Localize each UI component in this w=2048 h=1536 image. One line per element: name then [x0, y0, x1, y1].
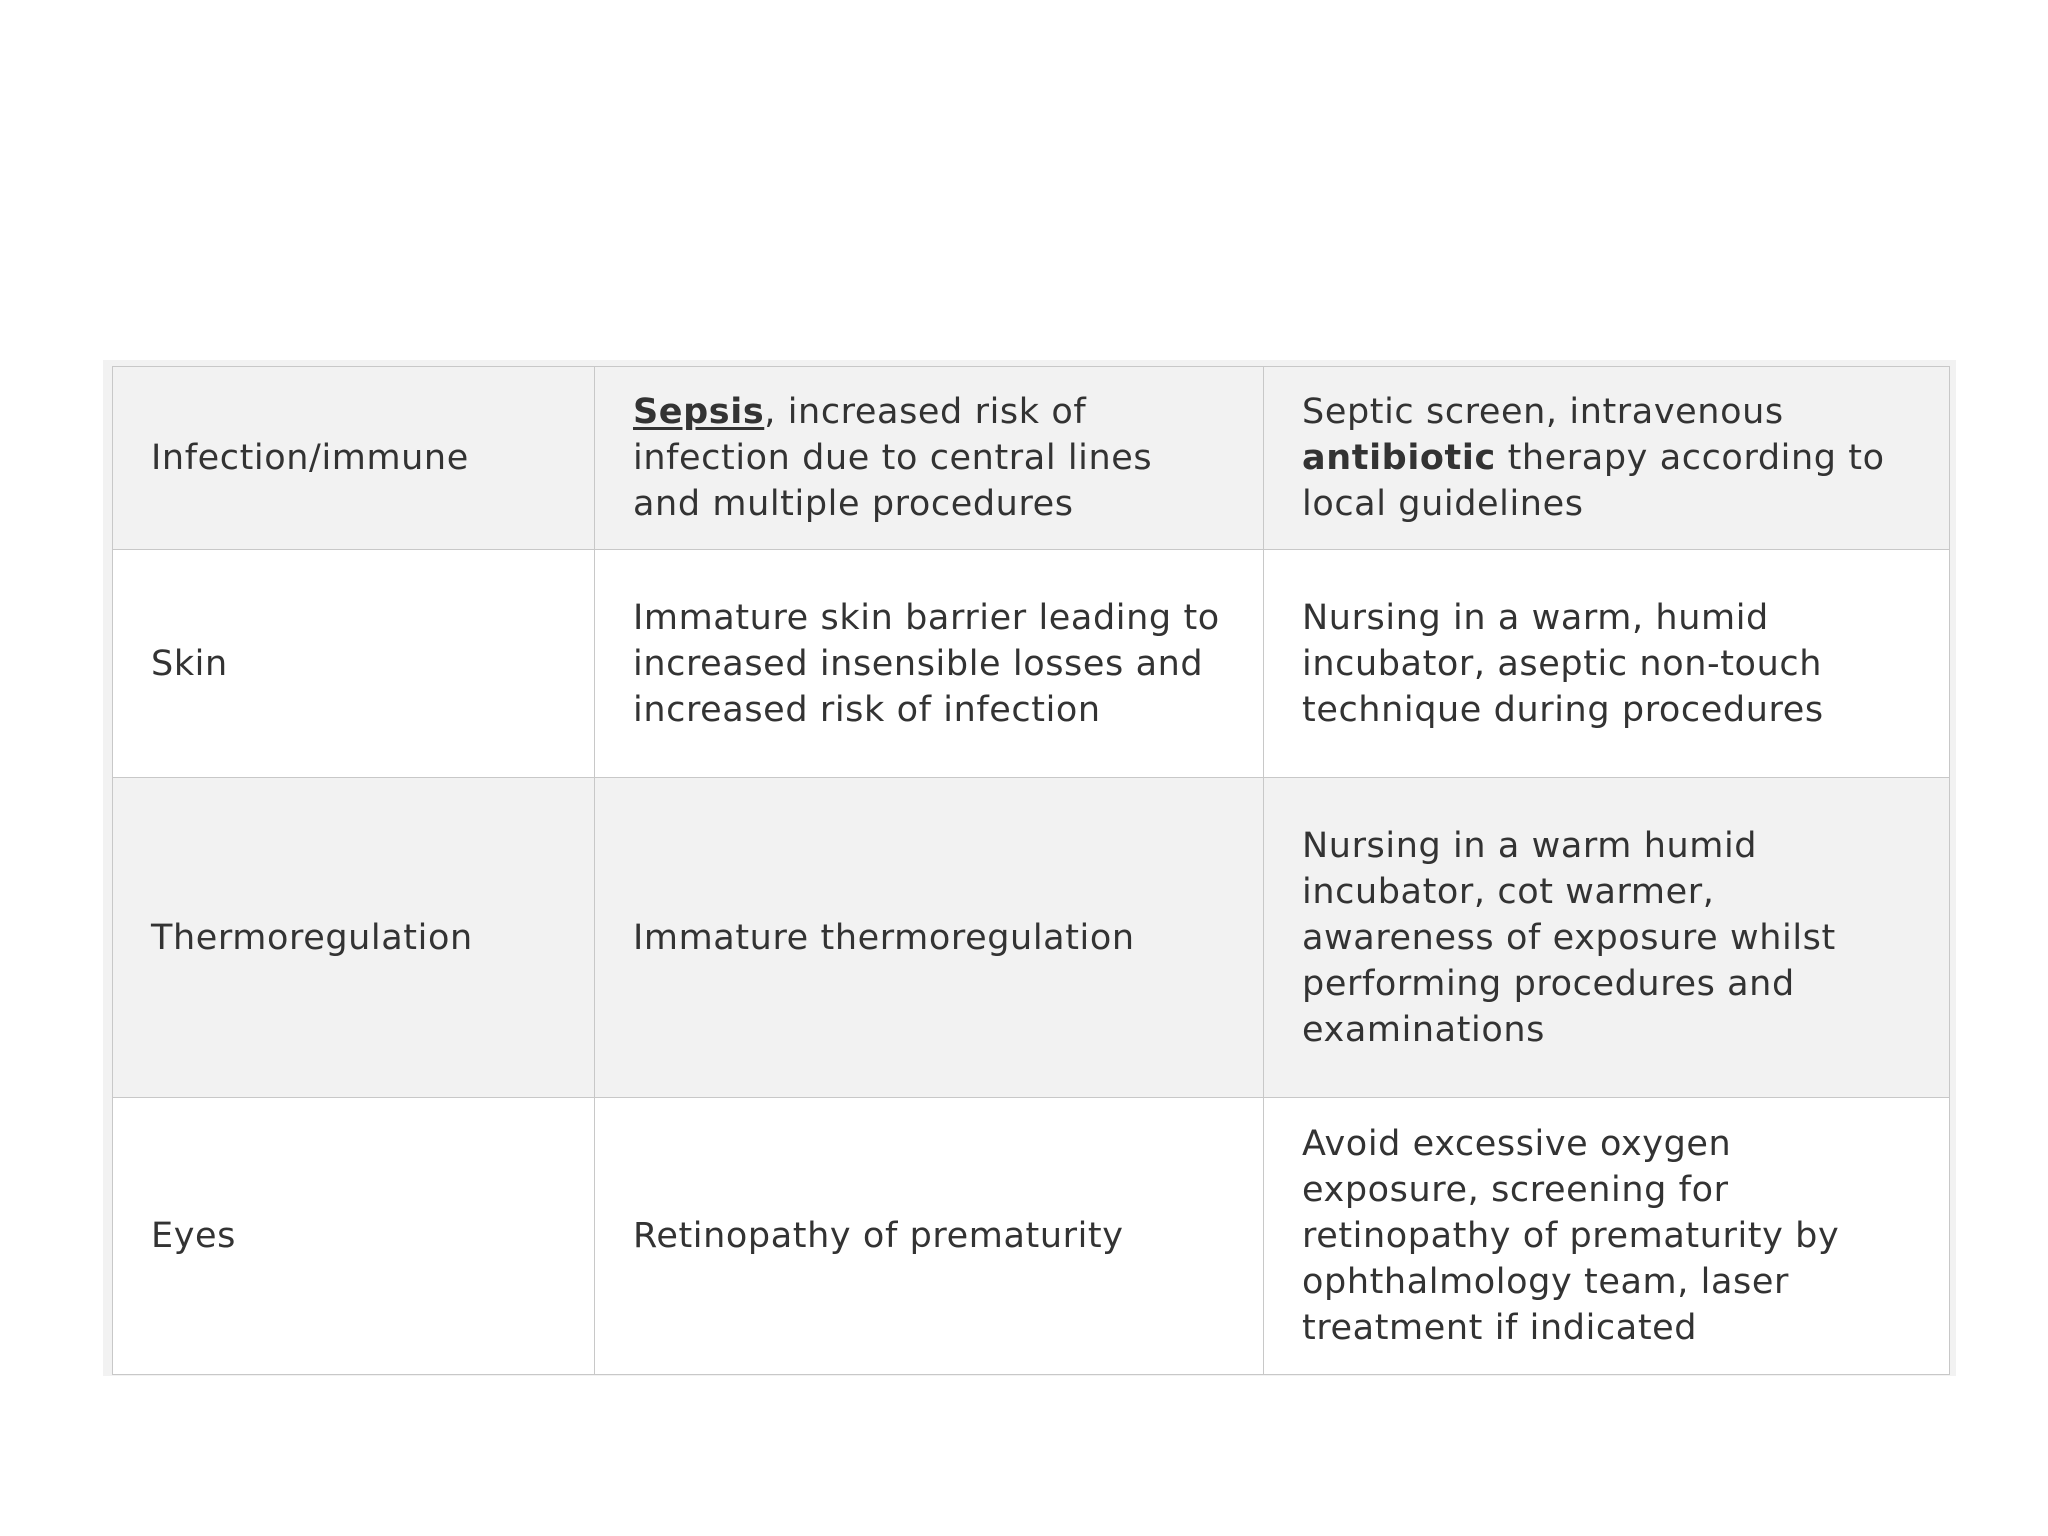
complication-cell — [595, 367, 1264, 550]
system-cell — [113, 550, 595, 778]
system-cell — [113, 1098, 595, 1375]
table-row — [113, 778, 1950, 1098]
management-cell — [1264, 367, 1950, 550]
management-text: Avoid excessive oxygen exposure, screening for retinopathy of prematurity by ophthalmology team, laser treatment if indicated — [1302, 1124, 1840, 1348]
complication-cell — [595, 778, 1264, 1098]
management-text: Nursing in a warm humid incubator, cot warmer, awareness of exposure whilst performing procedures and examinations — [1302, 825, 1836, 1050]
system-label: Thermoregulation — [151, 917, 473, 958]
complication-cell — [595, 1098, 1264, 1375]
table-row — [113, 1098, 1950, 1375]
table-row — [113, 550, 1950, 778]
complication-text: Retinopathy of prematurity — [633, 1216, 1124, 1256]
complication-text: Immature skin barrier leading to increased insensible losses and increased risk of infection — [633, 597, 1220, 730]
sepsis-link[interactable]: Sepsis — [633, 392, 765, 432]
management-cell — [1264, 550, 1950, 778]
complication-cell — [595, 550, 1264, 778]
complication-text: Immature thermoregulation — [633, 917, 1135, 958]
management-text-start: Septic screen, intravenous — [1302, 392, 1784, 432]
system-label: Skin — [151, 643, 228, 684]
system-cell — [113, 367, 595, 550]
table-row — [113, 367, 1950, 550]
complications-table — [112, 366, 1950, 1375]
system-label: Eyes — [151, 1216, 236, 1256]
management-cell — [1264, 1098, 1950, 1375]
system-label: Infection/immune — [151, 438, 469, 478]
complication-text: , increased risk of infection due to central lines and multiple procedures — [633, 392, 1153, 524]
system-cell — [113, 778, 595, 1098]
antibiotic-term: antibiotic — [1302, 438, 1496, 478]
management-cell — [1264, 778, 1950, 1098]
management-text: Nursing in a warm, humid incubator, aseptic non-touch technique during procedures — [1302, 597, 1824, 730]
management-text-end: therapy according to local guidelines — [1302, 438, 1885, 524]
